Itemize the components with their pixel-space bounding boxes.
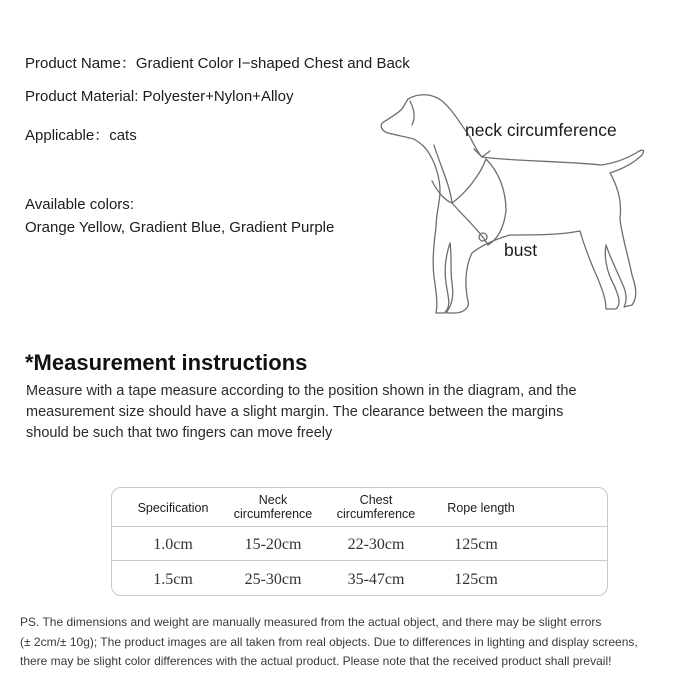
colors-list: Orange Yellow, Gradient Blue, Gradient Purple <box>25 219 335 236</box>
header-chest-circumference: Chest circumference <box>336 493 416 521</box>
product-name-line: Product Name：Gradient Color I−shaped Chest and Back <box>25 55 410 72</box>
table-cell: 125cm <box>454 536 498 553</box>
table-cell: 1.0cm <box>153 536 193 553</box>
header-neck-circumference: Neck circumference <box>233 493 313 521</box>
measurement-text-line: Measure with a tape measure according to the position shown in the diagram, and the <box>26 383 577 399</box>
footnote-line: there may be slight color differences with the actual product. Please note that the received product shall prevail! <box>20 654 612 668</box>
applicable-line: Applicable：cats <box>25 127 137 144</box>
footnote-line: PS. The dimensions and weight are manually measured from the actual object, and there may be slight errors <box>20 615 602 629</box>
table-cell: 25-30cm <box>244 571 302 588</box>
measurement-text-line: should be such that two fingers can move freely <box>26 425 333 441</box>
table-divider <box>112 560 607 561</box>
table-divider <box>112 526 607 527</box>
measurement-text-line: measurement size should have a slight margin. The clearance between the margins <box>26 404 564 420</box>
bust-label: bust <box>504 240 538 260</box>
table-cell: 15-20cm <box>244 536 302 553</box>
product-material-line: Product Material: Polyester+Nylon+Alloy <box>25 88 294 105</box>
table-cell: 1.5cm <box>153 571 193 588</box>
footnote-line: (± 2cm/± 10g); The product images are all taken from real objects. Due to differences in lighting and display screens, <box>20 634 638 649</box>
measurement-heading: *Measurement instructions <box>25 350 308 375</box>
disclaimer-footnote <box>20 613 690 672</box>
header-specification: Specification <box>137 501 209 515</box>
size-table <box>111 487 608 596</box>
measurement-text <box>26 381 626 444</box>
table-cell: 22-30cm <box>347 536 405 553</box>
header-rope-length: Rope length <box>447 501 515 515</box>
neck-circumference-label: neck circumference <box>465 120 617 140</box>
table-cell: 125cm <box>454 571 498 588</box>
colors-heading: Available colors: <box>25 196 134 213</box>
table-cell: 35-47cm <box>347 571 405 588</box>
